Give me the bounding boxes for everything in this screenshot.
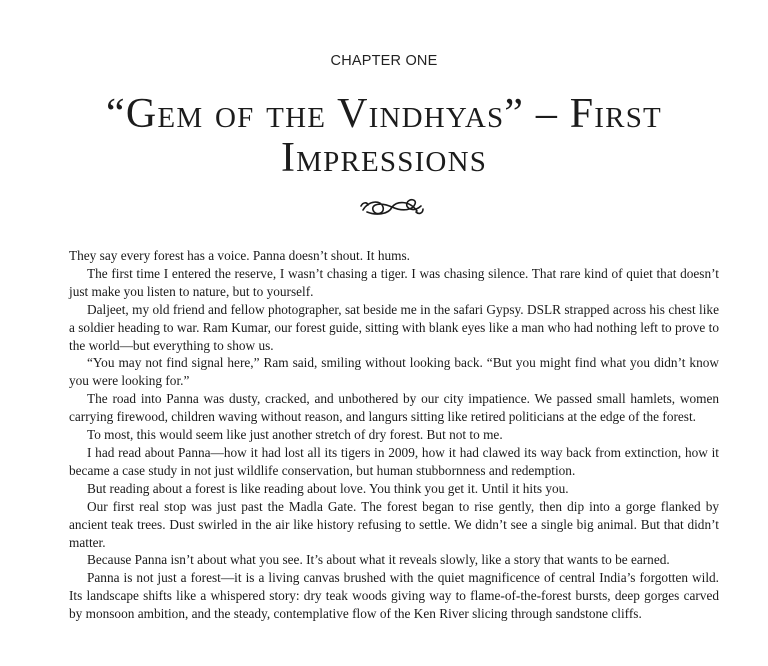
paragraph: “You may not find signal here,” Ram said, smiling without looking back. “But you might find what you didn’t know you were looking for.” — [69, 355, 719, 389]
paragraph: But reading about a forest is like reading about love. You think you get it. Until it hits you. — [87, 480, 569, 496]
flourish-ornament-icon — [359, 196, 425, 218]
paragraph: I had read about Panna—how it had lost all its tigers in 2009, how it had clawed its way back from extinction, how it became a case study in not just wildlife conservation, but human stubbornness and redemption. — [69, 444, 719, 478]
paragraph: They say every forest has a voice. Panna doesn’t shout. It hums. — [69, 248, 410, 263]
chapter-label: CHAPTER ONE — [330, 53, 438, 69]
paragraph: Daljeet, my old friend and fellow photographer, sat beside me in the safari Gypsy. DSLR strapped across his chest like a soldier heading to war. Ram Kumar, our forest guide, sitting with blank eyes like a man who had nothing left to prove to the world—but everything to show us. — [69, 301, 719, 353]
paragraph: Our first real stop was just past the Madla Gate. The forest began to rise gently, then dip into a gorge flanked by ancient teak trees. Dust swirled in the air like history refusing to settle. We didn’t see a single big animal. But that didn’t matter. — [69, 498, 719, 550]
chapter-body — [69, 247, 719, 623]
paragraph: To most, this would seem like just another stretch of dry forest. But not to me. — [87, 427, 503, 443]
paragraph: The first time I entered the reserve, I wasn’t chasing a tiger. I was chasing silence. That rare kind of quiet that doesn’t just make you listen to nature, but to yourself. — [69, 265, 719, 299]
paragraph: Panna is not just a forest—it is a living canvas brushed with the quiet magnificence of central India’s forgotten wild. Its landscape shifts like a whispered story: dry teak woods giving way to flame-of-the-forest bursts, deep gorges carved by monsoon ambition, and the steady, contemplative flow of the Ken River slicing through sandstone cliffs. — [69, 570, 719, 622]
paragraph: The road into Panna was dusty, cracked, and unbothered by our city impatience. We passed small hamlets, women carrying firewood, children waving without reason, and langurs sitting like retired politicians at the edge of the forest. — [69, 391, 719, 425]
chapter-title: “Gem of the Vindhyas” – First Impressions — [106, 91, 662, 181]
paragraph: Because Panna isn’t about what you see. It’s about what it reveals slowly, like a story that wants to be earned. — [87, 552, 670, 568]
